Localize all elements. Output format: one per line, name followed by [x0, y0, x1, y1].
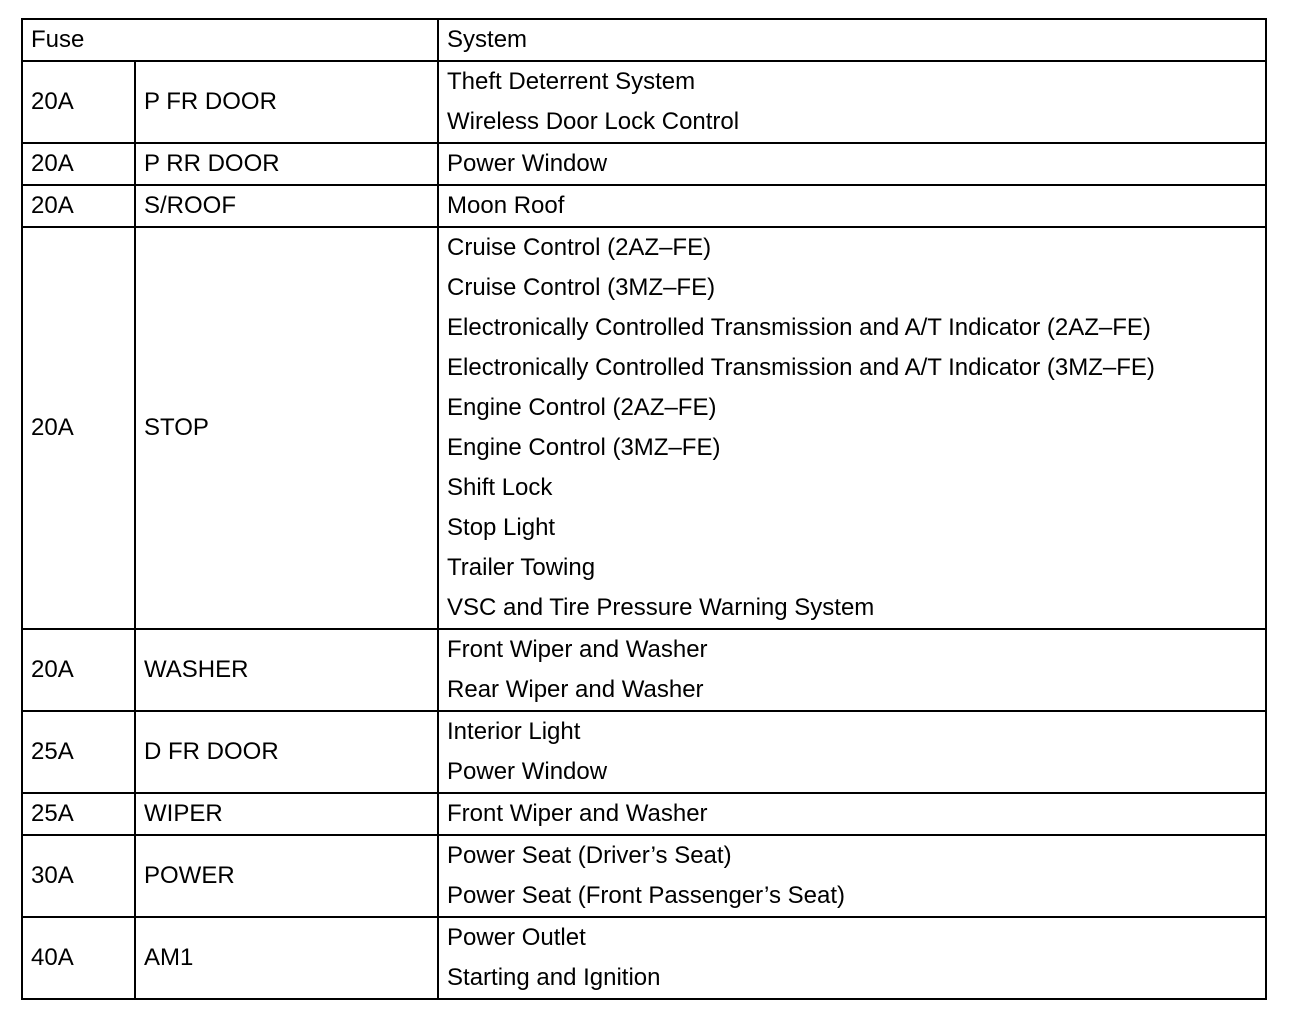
header-fuse: Fuse [22, 19, 438, 61]
fuse-name: AM1 [135, 917, 438, 999]
table-row [22, 143, 1266, 185]
table-row [22, 917, 1266, 999]
system-item: Trailer Towing [447, 554, 596, 581]
system-list [438, 711, 1266, 793]
system-item: Front Wiper and Washer [447, 800, 708, 827]
fuse-name: D FR DOOR [135, 711, 438, 793]
system-item: Engine Control (2AZ–FE) [447, 394, 717, 421]
fuse-table [21, 18, 1267, 1000]
system-item: Rear Wiper and Washer [447, 676, 704, 703]
fuse-name: P FR DOOR [135, 61, 438, 143]
table-row [22, 711, 1266, 793]
table-row [22, 793, 1266, 835]
system-list [438, 143, 1266, 185]
system-list [438, 185, 1266, 227]
system-item: VSC and Tire Pressure Warning System [447, 594, 875, 621]
fuse-amperage: 20A [22, 61, 135, 143]
system-item: Cruise Control (3MZ–FE) [447, 274, 716, 301]
system-item: Engine Control (3MZ–FE) [447, 434, 721, 461]
system-item: Power Seat (Front Passenger’s Seat) [447, 882, 845, 909]
fuse-amperage: 20A [22, 629, 135, 711]
table-row [22, 835, 1266, 917]
table-header-row [22, 19, 1266, 61]
system-item: Cruise Control (2AZ–FE) [447, 234, 712, 261]
system-item: Power Window [447, 758, 608, 785]
fuse-amperage: 30A [22, 835, 135, 917]
system-item: Electronically Controlled Transmission and A/T Indicator (3MZ–FE) [447, 354, 1155, 381]
system-item: Power Outlet [447, 924, 586, 951]
fuse-amperage: 25A [22, 711, 135, 793]
system-item: Moon Roof [447, 192, 565, 219]
fuse-amperage: 40A [22, 917, 135, 999]
system-item: Starting and Ignition [447, 964, 661, 991]
fuse-name: WIPER [135, 793, 438, 835]
table-row [22, 227, 1266, 629]
table-row [22, 61, 1266, 143]
table-row [22, 629, 1266, 711]
system-list [438, 835, 1266, 917]
fuse-amperage: 25A [22, 793, 135, 835]
system-item: Front Wiper and Washer [447, 636, 708, 663]
system-list [438, 227, 1266, 629]
system-list [438, 61, 1266, 143]
system-list [438, 917, 1266, 999]
fuse-name: STOP [135, 227, 438, 629]
system-item: Stop Light [447, 514, 556, 541]
header-system: System [438, 19, 1266, 61]
system-list [438, 793, 1266, 835]
fuse-name: WASHER [135, 629, 438, 711]
system-item: Shift Lock [447, 474, 553, 501]
system-item: Power Window [447, 150, 608, 177]
fuse-amperage: 20A [22, 227, 135, 629]
fuse-amperage: 20A [22, 185, 135, 227]
system-list [438, 629, 1266, 711]
fuse-name: S/ROOF [135, 185, 438, 227]
system-item: Power Seat (Driver’s Seat) [447, 842, 732, 869]
system-item: Theft Deterrent System [447, 68, 696, 95]
system-item: Wireless Door Lock Control [447, 108, 740, 135]
fuse-amperage: 20A [22, 143, 135, 185]
fuse-name: P RR DOOR [135, 143, 438, 185]
fuse-name: POWER [135, 835, 438, 917]
table-body [22, 61, 1266, 999]
table-row [22, 185, 1266, 227]
system-item: Interior Light [447, 718, 581, 745]
system-item: Electronically Controlled Transmission and A/T Indicator (2AZ–FE) [447, 314, 1151, 341]
